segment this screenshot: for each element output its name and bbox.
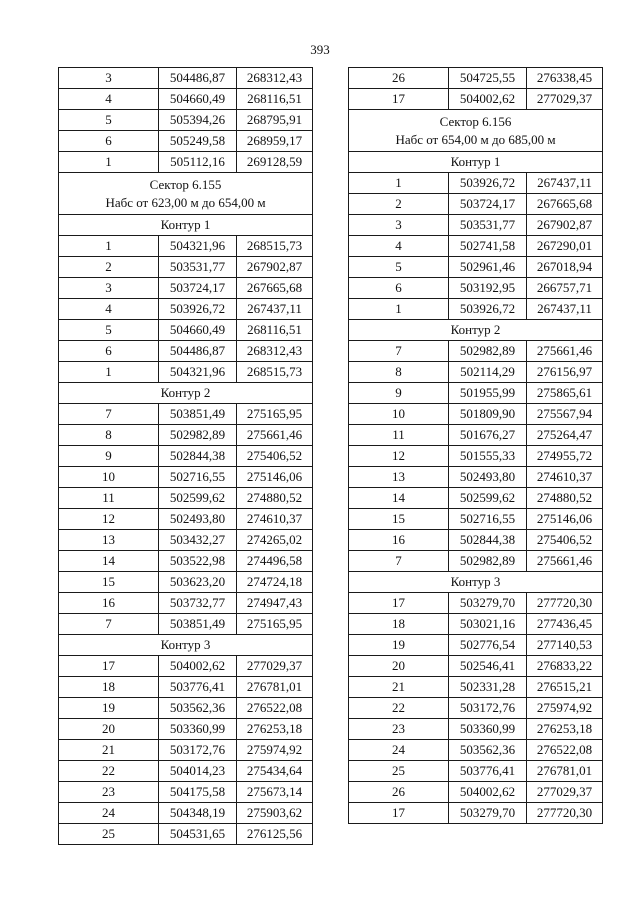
x-coordinate-cell: 503279,70 — [449, 593, 527, 614]
table-row — [349, 551, 603, 572]
point-number-cell: 26 — [349, 782, 449, 803]
sector-header — [59, 173, 313, 215]
point-number-cell: 10 — [59, 467, 159, 488]
table-row — [59, 530, 313, 551]
point-number-cell: 19 — [349, 635, 449, 656]
table-row — [349, 341, 603, 362]
point-number-cell: 11 — [59, 488, 159, 509]
x-coordinate-cell: 502776,54 — [449, 635, 527, 656]
point-number-cell: 7 — [59, 404, 159, 425]
table-row — [59, 320, 313, 341]
point-number-cell: 9 — [59, 446, 159, 467]
contour-heading: Контур 3 — [349, 572, 603, 593]
y-coordinate-cell: 268795,91 — [237, 110, 313, 131]
point-number-cell: 24 — [349, 740, 449, 761]
y-coordinate-cell: 275661,46 — [527, 341, 603, 362]
table-row — [349, 257, 603, 278]
x-coordinate-cell: 504321,96 — [159, 236, 237, 257]
table-row — [349, 467, 603, 488]
coordinates-table-left — [58, 67, 313, 845]
table-row — [59, 404, 313, 425]
table-row — [349, 194, 603, 215]
table-row — [59, 68, 313, 89]
point-number-cell: 12 — [349, 446, 449, 467]
point-number-cell: 16 — [349, 530, 449, 551]
x-coordinate-cell: 503172,76 — [449, 698, 527, 719]
point-number-cell: 12 — [59, 509, 159, 530]
x-coordinate-cell: 503926,72 — [449, 299, 527, 320]
point-number-cell: 18 — [59, 677, 159, 698]
table-row — [59, 551, 313, 572]
point-number-cell: 15 — [349, 509, 449, 530]
point-number-cell: 22 — [59, 761, 159, 782]
x-coordinate-cell: 504175,58 — [159, 782, 237, 803]
point-number-cell: 2 — [349, 194, 449, 215]
table-row — [349, 446, 603, 467]
table-row — [349, 593, 603, 614]
point-number-cell: 11 — [349, 425, 449, 446]
x-coordinate-cell: 504348,19 — [159, 803, 237, 824]
y-coordinate-cell: 274496,58 — [237, 551, 313, 572]
point-number-cell: 4 — [349, 236, 449, 257]
table-row — [349, 362, 603, 383]
x-coordinate-cell: 502114,29 — [449, 362, 527, 383]
y-coordinate-cell: 275406,52 — [237, 446, 313, 467]
x-coordinate-cell: 505394,26 — [159, 110, 237, 131]
point-number-cell: 20 — [349, 656, 449, 677]
y-coordinate-cell: 275974,92 — [237, 740, 313, 761]
table-row — [59, 446, 313, 467]
y-coordinate-cell: 275673,14 — [237, 782, 313, 803]
y-coordinate-cell: 268116,51 — [237, 320, 313, 341]
x-coordinate-cell: 503522,98 — [159, 551, 237, 572]
table-row — [59, 110, 313, 131]
table-row — [349, 635, 603, 656]
point-number-cell: 22 — [349, 698, 449, 719]
table-row — [59, 656, 313, 677]
point-number-cell: 5 — [349, 257, 449, 278]
point-number-cell: 1 — [59, 152, 159, 173]
x-coordinate-cell: 504725,55 — [449, 68, 527, 89]
point-number-cell: 25 — [349, 761, 449, 782]
x-coordinate-cell: 501676,27 — [449, 425, 527, 446]
point-number-cell: 24 — [59, 803, 159, 824]
point-number-cell: 6 — [59, 131, 159, 152]
x-coordinate-cell: 503562,36 — [449, 740, 527, 761]
y-coordinate-cell: 276253,18 — [237, 719, 313, 740]
y-coordinate-cell: 275661,46 — [237, 425, 313, 446]
y-coordinate-cell: 276522,08 — [237, 698, 313, 719]
x-coordinate-cell: 503432,27 — [159, 530, 237, 551]
y-coordinate-cell: 268515,73 — [237, 362, 313, 383]
y-coordinate-cell: 275264,47 — [527, 425, 603, 446]
point-number-cell: 6 — [349, 278, 449, 299]
y-coordinate-cell: 274610,37 — [237, 509, 313, 530]
y-coordinate-cell: 276338,45 — [527, 68, 603, 89]
x-coordinate-cell: 503776,41 — [159, 677, 237, 698]
x-coordinate-cell: 502493,80 — [449, 467, 527, 488]
table-row — [59, 824, 313, 845]
x-coordinate-cell: 503192,95 — [449, 278, 527, 299]
table-row — [59, 236, 313, 257]
y-coordinate-cell: 277029,37 — [527, 782, 603, 803]
point-number-cell: 8 — [59, 425, 159, 446]
x-coordinate-cell: 502741,58 — [449, 236, 527, 257]
point-number-cell: 7 — [349, 341, 449, 362]
x-coordinate-cell: 502599,62 — [449, 488, 527, 509]
y-coordinate-cell: 268959,17 — [237, 131, 313, 152]
y-coordinate-cell: 276515,21 — [527, 677, 603, 698]
x-coordinate-cell: 502844,38 — [159, 446, 237, 467]
y-coordinate-cell: 277029,37 — [527, 89, 603, 110]
y-coordinate-cell: 277720,30 — [527, 593, 603, 614]
table-row — [59, 152, 313, 173]
table-row — [59, 425, 313, 446]
point-number-cell: 6 — [59, 341, 159, 362]
table-row — [59, 278, 313, 299]
x-coordinate-cell: 503021,16 — [449, 614, 527, 635]
sector-title: Сектор 6.155 — [149, 176, 222, 192]
x-coordinate-cell: 503776,41 — [449, 761, 527, 782]
point-number-cell: 17 — [349, 593, 449, 614]
y-coordinate-cell: 276781,01 — [527, 761, 603, 782]
x-coordinate-cell: 504660,49 — [159, 89, 237, 110]
contour-heading: Контур 1 — [349, 152, 603, 173]
point-number-cell: 19 — [59, 698, 159, 719]
table-row — [349, 488, 603, 509]
point-number-cell: 20 — [59, 719, 159, 740]
y-coordinate-cell: 274955,72 — [527, 446, 603, 467]
table-row — [349, 278, 603, 299]
table-row — [349, 656, 603, 677]
table-row — [349, 383, 603, 404]
point-number-cell: 3 — [349, 215, 449, 236]
x-coordinate-cell: 502331,28 — [449, 677, 527, 698]
x-coordinate-cell: 502493,80 — [159, 509, 237, 530]
table-row — [59, 341, 313, 362]
x-coordinate-cell: 503279,70 — [449, 803, 527, 824]
point-number-cell: 23 — [349, 719, 449, 740]
point-number-cell: 8 — [349, 362, 449, 383]
table-row — [59, 803, 313, 824]
sector-header-row — [349, 110, 603, 152]
x-coordinate-cell: 503531,77 — [449, 215, 527, 236]
contour-heading-row — [349, 320, 603, 341]
x-coordinate-cell: 501809,90 — [449, 404, 527, 425]
contour-heading: Контур 2 — [59, 383, 313, 404]
point-number-cell: 1 — [59, 236, 159, 257]
y-coordinate-cell: 276781,01 — [237, 677, 313, 698]
point-number-cell: 3 — [59, 278, 159, 299]
x-coordinate-cell: 502716,55 — [159, 467, 237, 488]
y-coordinate-cell: 277720,30 — [527, 803, 603, 824]
y-coordinate-cell: 275146,06 — [237, 467, 313, 488]
y-coordinate-cell: 267437,11 — [237, 299, 313, 320]
x-coordinate-cell: 503732,77 — [159, 593, 237, 614]
table-row — [349, 698, 603, 719]
table-row — [59, 509, 313, 530]
point-number-cell: 10 — [349, 404, 449, 425]
y-coordinate-cell: 276125,56 — [237, 824, 313, 845]
table-row — [349, 215, 603, 236]
point-number-cell: 5 — [59, 320, 159, 341]
point-number-cell: 9 — [349, 383, 449, 404]
y-coordinate-cell: 267290,01 — [527, 236, 603, 257]
point-number-cell: 4 — [59, 299, 159, 320]
x-coordinate-cell: 503724,17 — [159, 278, 237, 299]
contour-heading: Контур 1 — [59, 215, 313, 236]
x-coordinate-cell: 503926,72 — [449, 173, 527, 194]
y-coordinate-cell: 276522,08 — [527, 740, 603, 761]
y-coordinate-cell: 267665,68 — [237, 278, 313, 299]
sector-height-range: Набс от 654,00 м до 685,00 м — [395, 131, 556, 147]
x-coordinate-cell: 503926,72 — [159, 299, 237, 320]
point-number-cell: 7 — [349, 551, 449, 572]
y-coordinate-cell: 267437,11 — [527, 173, 603, 194]
contour-heading: Контур 2 — [349, 320, 603, 341]
x-coordinate-cell: 503851,49 — [159, 404, 237, 425]
x-coordinate-cell: 503531,77 — [159, 257, 237, 278]
x-coordinate-cell: 504002,62 — [449, 782, 527, 803]
point-number-cell: 5 — [59, 110, 159, 131]
x-coordinate-cell: 503623,20 — [159, 572, 237, 593]
table-row — [349, 509, 603, 530]
point-number-cell: 17 — [349, 89, 449, 110]
page-number: 393 — [310, 42, 330, 57]
table-row — [59, 677, 313, 698]
table-row — [349, 740, 603, 761]
x-coordinate-cell: 502599,62 — [159, 488, 237, 509]
point-number-cell: 26 — [349, 68, 449, 89]
x-coordinate-cell: 502982,89 — [159, 425, 237, 446]
table-row — [349, 236, 603, 257]
y-coordinate-cell: 275165,95 — [237, 404, 313, 425]
sector-title: Сектор 6.156 — [439, 113, 512, 129]
y-coordinate-cell: 267018,94 — [527, 257, 603, 278]
x-coordinate-cell: 504002,62 — [159, 656, 237, 677]
x-coordinate-cell: 504321,96 — [159, 362, 237, 383]
y-coordinate-cell: 277029,37 — [237, 656, 313, 677]
x-coordinate-cell: 504531,65 — [159, 824, 237, 845]
table-row — [349, 299, 603, 320]
y-coordinate-cell: 274947,43 — [237, 593, 313, 614]
sector-header — [349, 110, 603, 152]
table-row — [349, 68, 603, 89]
table-row — [59, 89, 313, 110]
point-number-cell: 7 — [59, 614, 159, 635]
sector-height-range: Набс от 623,00 м до 654,00 м — [105, 194, 266, 210]
y-coordinate-cell: 267665,68 — [527, 194, 603, 215]
x-coordinate-cell: 503724,17 — [449, 194, 527, 215]
table-row — [59, 572, 313, 593]
table-row — [349, 677, 603, 698]
table-row — [59, 131, 313, 152]
table-row — [59, 362, 313, 383]
table-row — [59, 698, 313, 719]
contour-heading-row — [59, 383, 313, 404]
table-row — [349, 803, 603, 824]
table-row — [59, 257, 313, 278]
contour-heading-row — [59, 635, 313, 656]
point-number-cell: 14 — [59, 551, 159, 572]
point-number-cell: 1 — [349, 173, 449, 194]
point-number-cell: 2 — [59, 257, 159, 278]
y-coordinate-cell: 268312,43 — [237, 341, 313, 362]
y-coordinate-cell: 275165,95 — [237, 614, 313, 635]
point-number-cell: 1 — [59, 362, 159, 383]
point-number-cell: 1 — [349, 299, 449, 320]
table-row — [349, 173, 603, 194]
table-row — [349, 425, 603, 446]
table-row — [349, 761, 603, 782]
y-coordinate-cell: 268116,51 — [237, 89, 313, 110]
y-coordinate-cell: 274265,02 — [237, 530, 313, 551]
x-coordinate-cell: 502716,55 — [449, 509, 527, 530]
y-coordinate-cell: 274880,52 — [237, 488, 313, 509]
y-coordinate-cell: 268515,73 — [237, 236, 313, 257]
table-row — [59, 614, 313, 635]
coordinates-table-right — [348, 67, 603, 824]
x-coordinate-cell: 504486,87 — [159, 68, 237, 89]
table-row — [349, 89, 603, 110]
table-row — [59, 740, 313, 761]
y-coordinate-cell: 276833,22 — [527, 656, 603, 677]
table-row — [59, 488, 313, 509]
x-coordinate-cell: 502546,41 — [449, 656, 527, 677]
x-coordinate-cell: 501955,99 — [449, 383, 527, 404]
contour-heading-row — [59, 215, 313, 236]
y-coordinate-cell: 276253,18 — [527, 719, 603, 740]
y-coordinate-cell: 275974,92 — [527, 698, 603, 719]
table-row — [59, 782, 313, 803]
point-number-cell: 14 — [349, 488, 449, 509]
x-coordinate-cell: 504660,49 — [159, 320, 237, 341]
table-row — [59, 593, 313, 614]
point-number-cell: 21 — [349, 677, 449, 698]
sector-header-row — [59, 173, 313, 215]
y-coordinate-cell: 274880,52 — [527, 488, 603, 509]
x-coordinate-cell: 503360,99 — [449, 719, 527, 740]
contour-heading: Контур 3 — [59, 635, 313, 656]
y-coordinate-cell: 268312,43 — [237, 68, 313, 89]
x-coordinate-cell: 501555,33 — [449, 446, 527, 467]
y-coordinate-cell: 277436,45 — [527, 614, 603, 635]
table-row — [349, 530, 603, 551]
point-number-cell: 15 — [59, 572, 159, 593]
point-number-cell: 18 — [349, 614, 449, 635]
point-number-cell: 16 — [59, 593, 159, 614]
x-coordinate-cell: 503360,99 — [159, 719, 237, 740]
point-number-cell: 25 — [59, 824, 159, 845]
contour-heading-row — [349, 572, 603, 593]
table-row — [59, 467, 313, 488]
y-coordinate-cell: 274610,37 — [527, 467, 603, 488]
contour-heading-row — [349, 152, 603, 173]
point-number-cell: 4 — [59, 89, 159, 110]
y-coordinate-cell: 267902,87 — [237, 257, 313, 278]
point-number-cell: 21 — [59, 740, 159, 761]
table-row — [349, 614, 603, 635]
y-coordinate-cell: 274724,18 — [237, 572, 313, 593]
point-number-cell: 13 — [59, 530, 159, 551]
y-coordinate-cell: 277140,53 — [527, 635, 603, 656]
table-row — [59, 719, 313, 740]
y-coordinate-cell: 275434,64 — [237, 761, 313, 782]
x-coordinate-cell: 502982,89 — [449, 551, 527, 572]
x-coordinate-cell: 502982,89 — [449, 341, 527, 362]
table-row — [349, 782, 603, 803]
x-coordinate-cell: 504486,87 — [159, 341, 237, 362]
x-coordinate-cell: 504002,62 — [449, 89, 527, 110]
y-coordinate-cell: 275903,62 — [237, 803, 313, 824]
y-coordinate-cell: 275406,52 — [527, 530, 603, 551]
x-coordinate-cell: 505112,16 — [159, 152, 237, 173]
y-coordinate-cell: 275661,46 — [527, 551, 603, 572]
x-coordinate-cell: 502844,38 — [449, 530, 527, 551]
table-row — [349, 719, 603, 740]
y-coordinate-cell: 267437,11 — [527, 299, 603, 320]
y-coordinate-cell: 269128,59 — [237, 152, 313, 173]
table-row — [59, 761, 313, 782]
x-coordinate-cell: 503172,76 — [159, 740, 237, 761]
point-number-cell: 17 — [349, 803, 449, 824]
x-coordinate-cell: 503562,36 — [159, 698, 237, 719]
table-row — [349, 404, 603, 425]
y-coordinate-cell: 275567,94 — [527, 404, 603, 425]
table-row — [59, 299, 313, 320]
point-number-cell: 3 — [59, 68, 159, 89]
y-coordinate-cell: 275146,06 — [527, 509, 603, 530]
y-coordinate-cell: 276156,97 — [527, 362, 603, 383]
x-coordinate-cell: 503851,49 — [159, 614, 237, 635]
point-number-cell: 23 — [59, 782, 159, 803]
x-coordinate-cell: 502961,46 — [449, 257, 527, 278]
y-coordinate-cell: 267902,87 — [527, 215, 603, 236]
point-number-cell: 13 — [349, 467, 449, 488]
y-coordinate-cell: 275865,61 — [527, 383, 603, 404]
y-coordinate-cell: 266757,71 — [527, 278, 603, 299]
point-number-cell: 17 — [59, 656, 159, 677]
x-coordinate-cell: 504014,23 — [159, 761, 237, 782]
x-coordinate-cell: 505249,58 — [159, 131, 237, 152]
